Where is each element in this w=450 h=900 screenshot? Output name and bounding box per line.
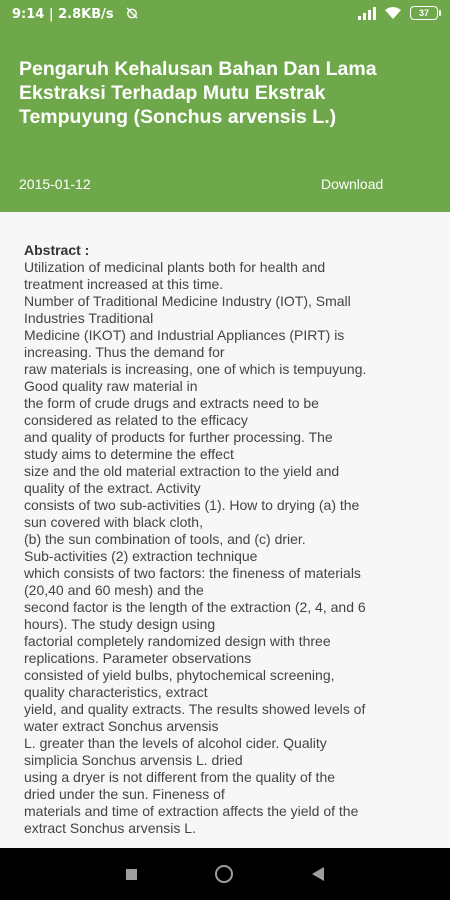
abstract-line: (20,40 and 60 mesh) and the [24,582,204,598]
abstract-line: hours). The study design using [24,616,216,632]
abstract-line: consists of two sub-activities (1). How to drying (a) the [24,497,360,513]
abstract-line: raw materials is increasing, one of which is tempuyung. [24,361,367,377]
recent-apps-button[interactable] [126,869,137,880]
abstract-line: quality characteristics, extract [24,684,208,700]
abstract-line: Sub-activities (2) extraction technique [24,548,258,564]
abstract-line: (b) the sun combination of tools, and (c) drier. [24,531,306,547]
navigation-bar [0,848,450,900]
abstract-line: Good quality raw material in [24,378,198,394]
alarm-off-icon [126,7,138,22]
article-title: Pengaruh Kehalusan Bahan Dan Lama Ekstraksi Terhadap Mutu Ekstrak Tempuyung (Sonchus arvensis L.) [19,58,377,128]
abstract-line: extract Sonchus arvensis L. [24,820,196,836]
abstract-line: dried under the sun. Fineness of [24,786,225,802]
abstract-line: L. greater than the levels of alcohol cider. Quality [24,735,327,751]
abstract-line: second factor is the length of the extraction (2, 4, and 6 [24,599,366,615]
abstract-label: Abstract : [24,242,90,258]
abstract-line: Industries Traditional [24,310,154,326]
abstract-line: consisted of yield bulbs, phytochemical screening, [24,667,335,683]
abstract-line: factorial completely randomized design with three [24,633,331,649]
abstract-text [24,242,429,837]
abstract-line: increasing. Thus the demand for [24,344,225,360]
abstract-line: yield, and quality extracts. The results showed levels of [24,701,366,717]
abstract-line: replications. Parameter observations [24,650,252,666]
status-bar [0,0,450,30]
home-button[interactable] [215,865,233,883]
abstract-line: materials and time of extraction affects the yield of the [24,803,359,819]
abstract-line: quality of the extract. Activity [24,480,201,496]
signal-icon [358,6,376,20]
battery-level: 37 [418,8,429,18]
back-button[interactable] [312,867,324,881]
wifi-icon [384,6,402,20]
abstract-line: the form of crude drugs and extracts need to be [24,395,319,411]
abstract-line: study aims to determine the effect [24,446,234,462]
abstract-line: which consists of two factors: the fineness of materials [24,565,361,581]
abstract-line: treatment increased at this time. [24,276,224,292]
abstract-line: Number of Traditional Medicine Industry (IOT), Small [24,293,351,309]
abstract-line: Medicine (IKOT) and Industrial Appliances (PIRT) is [24,327,345,343]
battery-icon [410,6,438,20]
abstract-line: simplicia Sonchus arvensis L. dried [24,752,243,768]
status-icons [358,6,438,20]
download-button[interactable]: Download [321,176,384,192]
article-content[interactable] [0,212,450,848]
abstract-line: sun covered with black cloth, [24,514,203,530]
abstract-line: water extract Sonchus arvensis [24,718,219,734]
abstract-line: using a dryer is not different from the quality of the [24,769,336,785]
article-header [0,30,450,212]
abstract-line: size and the old material extraction to the yield and [24,463,340,479]
abstract-line: and quality of products for further processing. The [24,429,333,445]
abstract-line: Utilization of medicinal plants both for health and [24,259,326,275]
abstract-body [24,259,429,837]
status-time: 9:14 | 2.8KB/s [12,7,114,22]
publish-date: 2015-01-12 [19,176,91,192]
abstract-line: considered as related to the efficacy [24,412,248,428]
